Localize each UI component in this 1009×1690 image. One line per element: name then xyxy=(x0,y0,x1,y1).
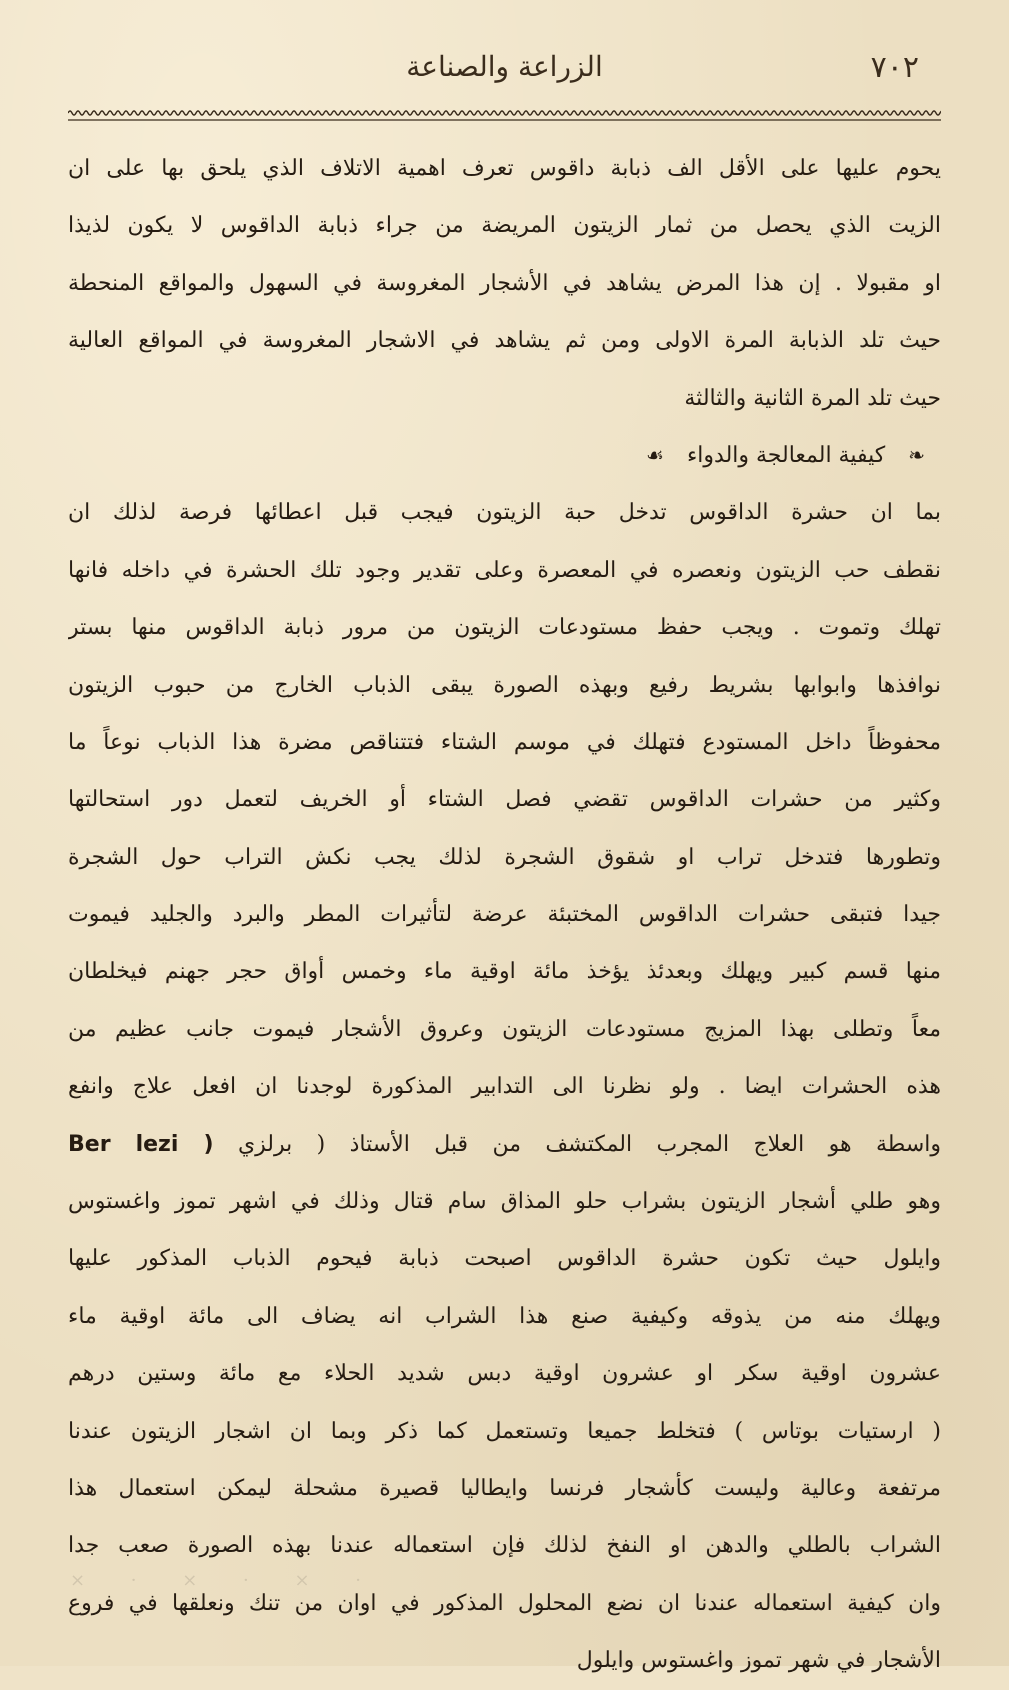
text-line: وهو طلي أشجار الزيتون بشراب حلو المذاق سام قتال وذلك في اشهر تموز واغستوس xyxy=(68,1189,941,1215)
running-title: الزراعة والصناعة xyxy=(406,50,603,83)
page-header xyxy=(70,42,939,92)
text-line: هذه الحشرات ايضا . ولو نظرنا الى التدابير المذكورة لوجدنا ان افعل علاج وانفع xyxy=(68,1074,941,1100)
text-line: مرتفعة وعالية وليست كأشجار فرنسا وايطاليا قصيرة مشحلة ليمكن استعمال هذا xyxy=(68,1475,941,1501)
text-line-with-latin xyxy=(68,1116,941,1173)
text-line: حيث تلد المرة الثانية والثالثة xyxy=(684,385,941,411)
text-line: او مقبولا . إن هذا المرض يشاهد في الأشجار المغروسة في السهول والمواقع المنحطة xyxy=(68,270,941,296)
latin-name: Ber lezi ) xyxy=(68,1131,214,1157)
ornament-icon: ☙ xyxy=(646,443,664,468)
text-line: معاً وتطلى بهذا المزيج مستودعات الزيتون وعروق الأشجار فيموت جانب عظيم من xyxy=(68,1016,941,1042)
text-line: نوافذها وابوابها بشريط رفيع وبهذه الصورة يبقى الذباب الخارج من حبوب الزيتون xyxy=(68,672,941,698)
text-line: ويهلك منه من يذوقه وكيفية صنع هذا الشراب انه يضاف الى مائة اوقية ماء xyxy=(68,1303,941,1329)
text-line: وتطورها فتدخل تراب او شقوق الشجرة لذلك يجب نكش التراب حول الشجرة xyxy=(68,844,941,870)
text-line: الشراب بالطلي والدهن او النفخ لذلك فإن استعماله عندنا بهذه الصورة صعب جدا xyxy=(68,1533,941,1559)
text-line: الزيت الذي يحصل من ثمار الزيتون المريضة من جراء ذبابة الداقوس لا يكون لذيذا xyxy=(68,213,941,239)
text-line: بما ان حشرة الداقوس تدخل حبة الزيتون فيجب قبل اعطائها فرصة لذلك ان xyxy=(68,500,941,526)
section-heading-text: كيفية المعالجة والدواء xyxy=(686,442,886,468)
text-line: وان كيفية استعماله عندنا ان نضع المحلول المذكور في اوان من تنك ونعلقها في فروع xyxy=(68,1590,941,1616)
text-line: حيث تلد الذبابة المرة الاولى ومن ثم يشاهد في الاشجار المغروسة في المواقع العالية xyxy=(68,328,941,354)
section-heading xyxy=(68,427,941,484)
paragraph-1 xyxy=(68,140,941,427)
paragraph-2 xyxy=(68,484,941,1689)
text-line: وكثير من حشرات الداقوس تقضي فصل الشتاء أو الخريف لتعمل دور استحالتها xyxy=(68,787,941,813)
text-line: نقطف حب الزيتون ونعصره في المعصرة وعلى تقدير وجود تلك الحشرة في داخله فانها xyxy=(68,557,941,583)
text-line: وايلول حيث تكون حشرة الداقوس اصبحت ذبابة فيحوم الذباب المذكور عليها xyxy=(68,1246,941,1272)
text-line: عشرون اوقية سكر او عشرون اوقية دبس شديد الحلاء مع مائة وستين درهم xyxy=(68,1361,941,1387)
text-line: محفوظاً داخل المستودع فتهلك في موسم الشتاء فتتناقص مضرة هذا الذباب نوعاً ما xyxy=(68,729,941,755)
ornament-icon: ❧ xyxy=(908,443,925,468)
page-number: ٧٠٢ xyxy=(870,50,919,85)
text-line: تهلك وتموت . ويجب حفظ مستودعات الزيتون من مرور ذبابة الداقوس منها بستر xyxy=(68,615,941,641)
text-segment: واسطة هو العلاج المجرب المكتشف من قبل الأستاذ ( برلزي xyxy=(237,1131,941,1157)
text-line: يحوم عليها على الأقل الف ذبابة داقوس تعرف اهمية الاتلاف الذي يلحق بها على ان xyxy=(68,156,941,181)
body-text xyxy=(68,140,941,1690)
text-line: جيدا فتبقى حشرات الداقوس المختبئة عرضة لتأثيرات المطر والبرد والجليد فيموت xyxy=(68,902,941,928)
text-line: الأشجار في شهر تموز واغستوس وايلول xyxy=(576,1648,941,1674)
text-line: ( ارستيات بوتاس ) فتخلط جميعا وتستعمل كما ذكر وبما ان اشجار الزيتون عندنا xyxy=(68,1418,941,1444)
text-line: منها قسم كبير ويهلك وبعدئذ يؤخذ مائة اوقية ماء وخمس أواق حجر جهنم فيخلطان xyxy=(68,959,941,985)
faint-bleed-marks: × · × · × · xyxy=(70,1570,382,1591)
wavy-rule-divider xyxy=(68,108,941,122)
